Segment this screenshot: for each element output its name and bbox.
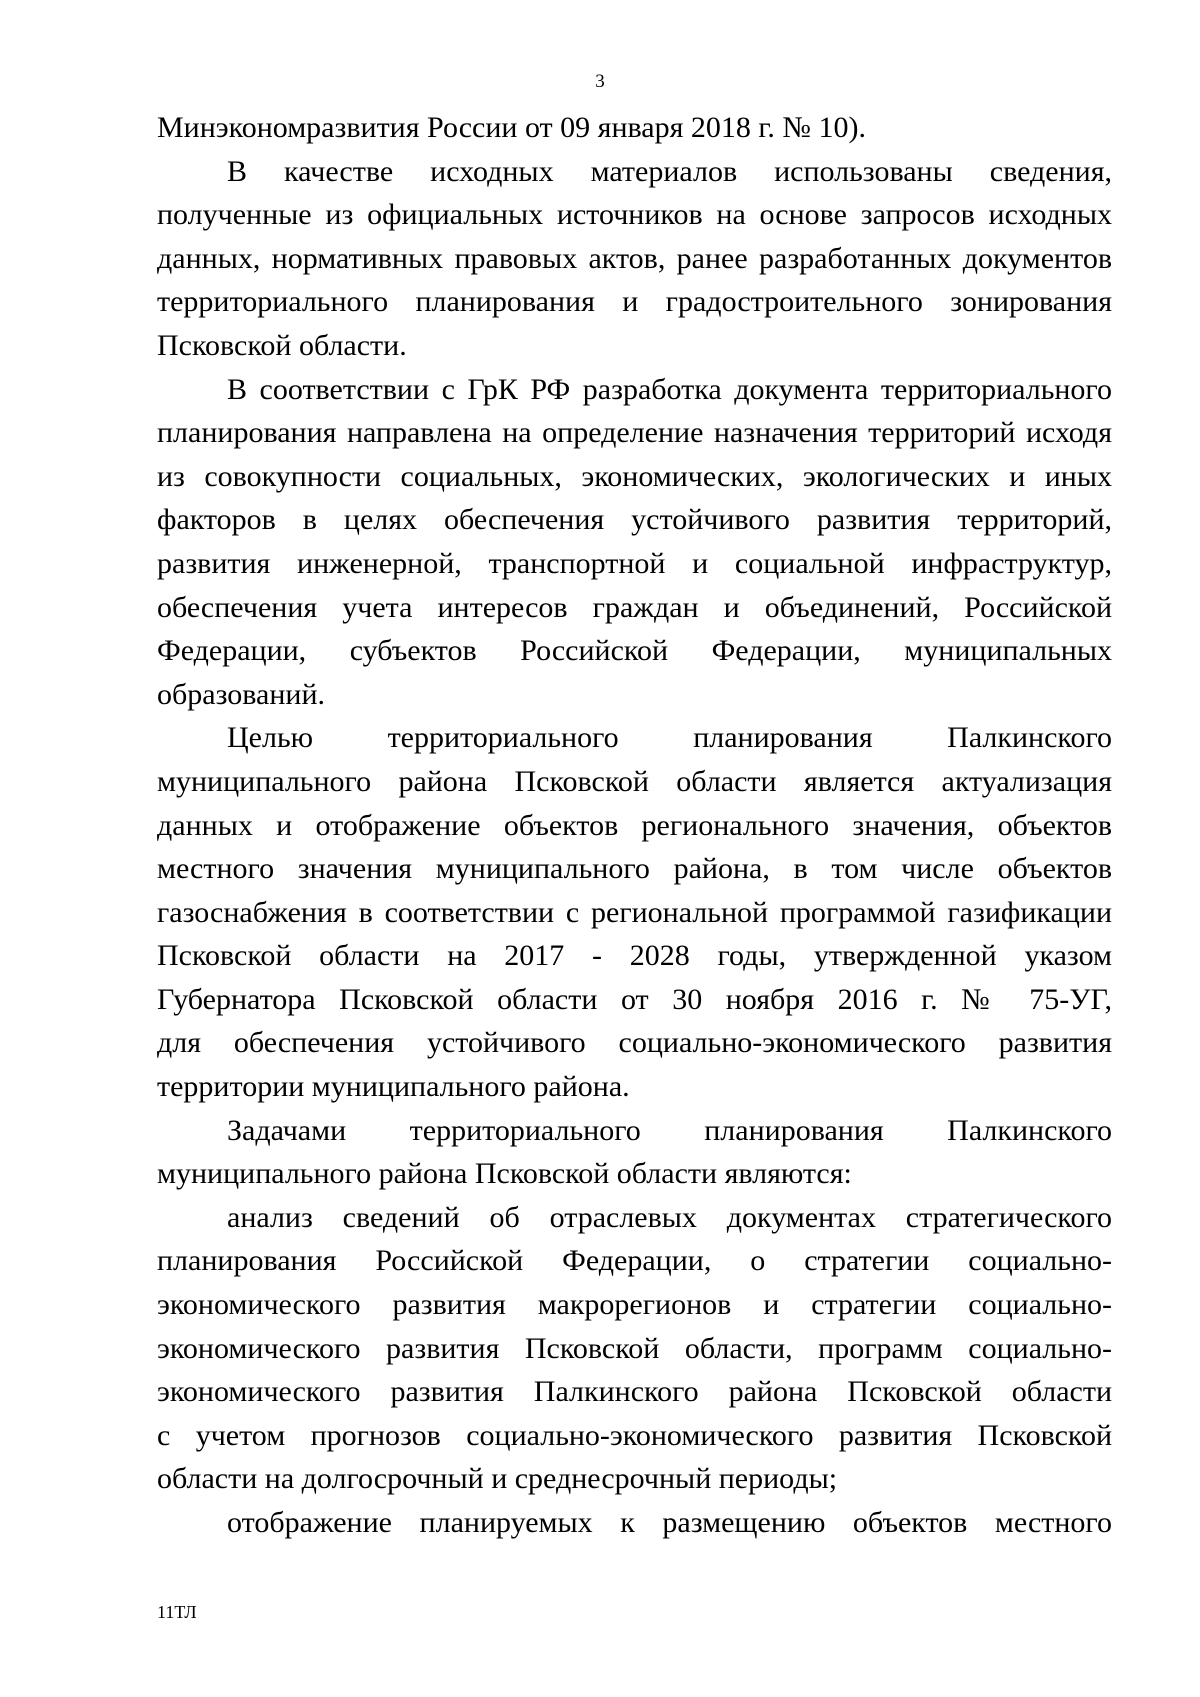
text-line: экономического развития Псковской области, программ социально-	[157, 1331, 1112, 1365]
paragraph-task-analysis	[157, 1196, 1112, 1501]
text-line: Задачами территориального планирования Палкинского	[227, 1113, 1112, 1147]
paragraph-continuation	[157, 106, 1112, 150]
text-line: экономического развития Палкинского района Псковской области	[157, 1375, 1112, 1409]
page-number: 3	[595, 71, 605, 92]
text-line: с учетом прогнозов социально-экономического развития Псковской	[157, 1418, 1112, 1452]
text-line: В соответствии с ГрК РФ разработка документа территориального	[227, 372, 1112, 406]
footer-code: 11ТЛ	[157, 1602, 197, 1622]
text-line: В качестве исходных материалов использованы сведения,	[227, 154, 1112, 188]
paragraph-planning-tasks	[157, 1109, 1112, 1196]
text-line: Целью территориального планирования Палкинского	[227, 721, 1112, 755]
text-line: Псковской области на 2017 - 2028 годы, утвержденной указом	[157, 939, 1112, 973]
text-line: экономического развития макрорегионов и стратегии социально-	[157, 1288, 1112, 1322]
text-line: местного значения муниципального района, в том числе объектов	[157, 852, 1112, 886]
text-line: планирования Российской Федерации, о стратегии социально-	[157, 1244, 1112, 1278]
text-line: планирования направлена на определение назначения территорий исходя	[157, 416, 1112, 450]
text-line: факторов в целях обеспечения устойчивого развития территорий,	[157, 503, 1112, 537]
text-line: обеспечения учета интересов граждан и объединений, Российской	[157, 590, 1112, 624]
text-line: данных и отображение объектов регионального значения, объектов	[157, 808, 1112, 842]
text-line: муниципального района Псковской области являются:	[157, 1157, 852, 1191]
text-line: данных, нормативных правовых актов, ранее разработанных документов	[157, 241, 1112, 275]
paragraph-planning-goal	[157, 716, 1112, 1108]
text-line: Минэкономразвития России от 09 января 2018 г. № 10).	[157, 111, 866, 144]
paragraph-source-materials	[157, 150, 1112, 368]
text-line: полученные из официальных источников на основе запросов исходных	[157, 198, 1112, 232]
text-line: развития инженерной, транспортной и социальной инфраструктур,	[157, 546, 1112, 580]
text-line: образований.	[157, 677, 326, 711]
text-line: Губернатора Псковской области от 30 ноября 2016 г. № 75-УГ,	[157, 982, 1112, 1016]
text-line: Федерации, субъектов Российской Федерации, муниципальных	[157, 634, 1112, 668]
text-line: газоснабжения в соответствии с региональной программой газификации	[157, 895, 1112, 929]
text-line: отображение планируемых к размещению объектов местного	[227, 1506, 1112, 1539]
text-line: для обеспечения устойчивого социально-экономического развития	[157, 1026, 1112, 1060]
text-line: территории муниципального района.	[157, 1070, 630, 1104]
text-line: анализ сведений об отраслевых документах стратегического	[227, 1200, 1112, 1234]
paragraph-grk-purpose	[157, 368, 1112, 717]
text-line: из совокупности социальных, экономических, экологических и иных	[157, 459, 1112, 493]
text-line: Псковской области.	[157, 328, 407, 362]
document-body	[157, 106, 1112, 1545]
text-line: области на долгосрочный и среднесрочный периоды;	[157, 1462, 838, 1496]
text-line: территориального планирования и градостроительного зонирования	[157, 285, 1112, 319]
paragraph-task-display	[157, 1501, 1112, 1545]
text-line: муниципального района Псковской области является актуализация	[157, 764, 1112, 798]
